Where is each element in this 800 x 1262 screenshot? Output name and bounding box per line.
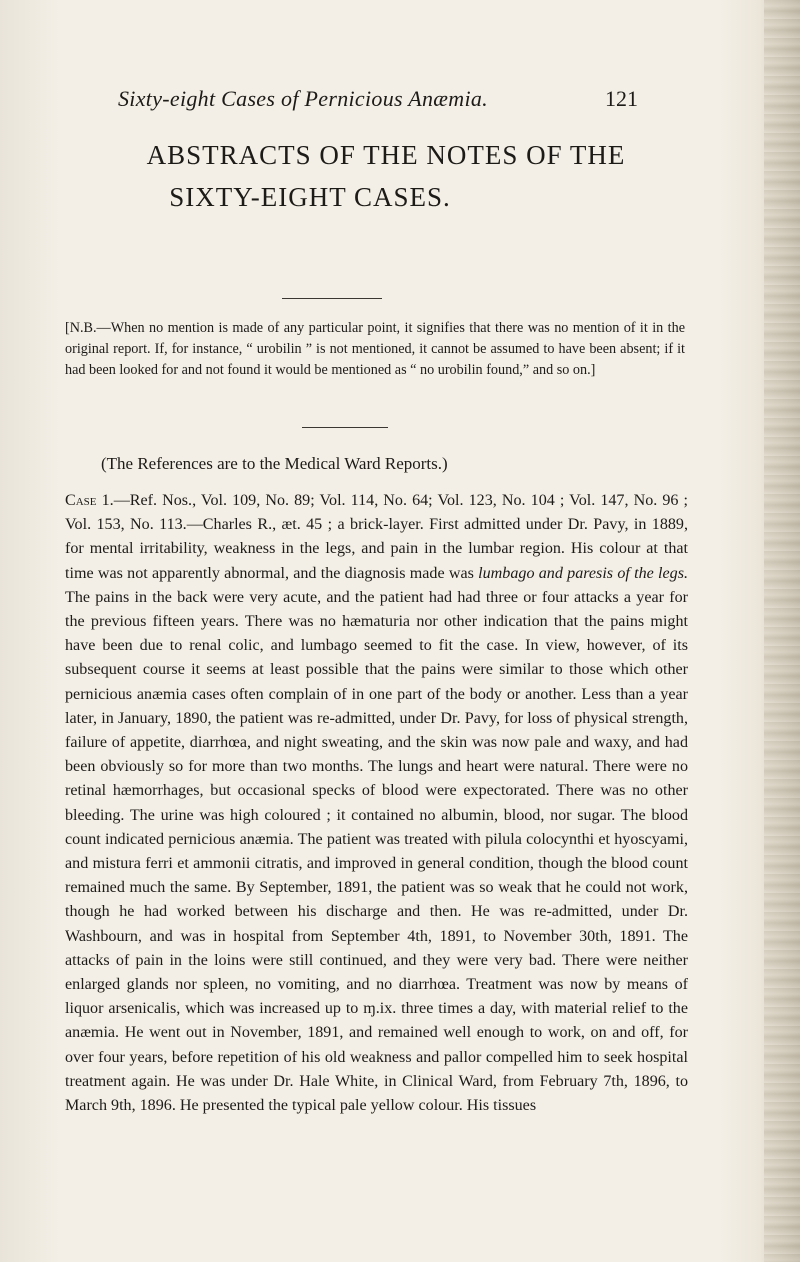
references-note: (The References are to the Medical Ward Reports.)	[101, 454, 448, 473]
divider-rule	[302, 427, 388, 428]
page-edge	[764, 0, 800, 1262]
case-text-part-b: The pains in the back were very acute, and the patient had had three or four attacks a year for the previous fifteen years. There was no hæmaturia nor other indication that the pains might have been due to renal colic, and lumbago seemed to fit the case. In view, however, of its subsequent course it seems at least possible that the pains were similar to those which other pernicious anæmia cases often complain of in one part of the body or another. Less than a year later, in January, 1890, the patient was re-admitted, under Dr. Pavy, for loss of physical strength, failure of appetite, diarrhœa, and night sweating, and the skin was now pale and waxy, and had been obviously so for more than two months. The lungs and heart were natural. There were no retinal hæmorrhages, but occasional specks of blood were expectorated. There was no other bleeding. The urine was high coloured ; it contained no albumin, blood, nor sugar. The blood count indicated pernicious anæmia. The patient was treated with pilula colocynthi et hyoscyami, and mistura ferri et ammonii citratis, and improved in general condition, though the blood count remained much the same. By September, 1891, the patient was so weak that he could not work, though he had worked between his discharge and then. He was re-admitted, under Dr. Washbourn, and was in hospital from September 4th, 1891, to November 30th, 1891. The attacks of pain in the loins were still continued, and they were very bad. There were neither enlarged glands nor spleen, no vomiting, and no diarrhœa. Treatment was now by means of liquor arsenicalis, which was increased up to ɱ.ix. three times a day, with material relief to the anæmia. He went out in November, 1891, and remained well enough to work, on and off, for over four years, before repetition of his old weakness and pallor compelled him to seek hospital treatment again. He was under Dr. Hale White, in Clinical Ward, from February 7th, 1896, to March 9th, 1896. He presented the typical pale yellow colour. His tissues	[65, 588, 688, 1115]
running-head	[118, 86, 638, 116]
case-text-part-a: —Ref. Nos., Vol. 109, No. 89; Vol. 114, No. 64; Vol. 123, No. 104 ; Vol. 147, No. 96 ; Vol. 153, No. 113.—Charles R., æt. 45 ; a brick-layer. First admitted under Dr. Pavy, in 1889, for mental irritability, weakness in the legs, and pain in the lumbar region. His colour at that time was not apparently abnormal, and the diagnosis made was	[65, 492, 689, 582]
case-label: Case 1.	[65, 492, 114, 509]
case-1-paragraph	[65, 489, 688, 1118]
divider-rule	[282, 298, 382, 299]
section-heading-line-1: ABSTRACTS OF THE NOTES OF THE	[146, 140, 626, 170]
editorial-note: [N.B.—When no mention is made of any particular point, it signifies that there was no mention of it in the original report. If, for instance, “ urobilin ” is not mentioned, it cannot be assumed to have been absent; if it had been looked for and not found it would be mentioned as “ no urobilin found,” and so on.]	[65, 320, 685, 378]
case-diagnosis: lumbago and paresis of the legs.	[478, 564, 688, 582]
page-number: 121	[605, 86, 638, 111]
section-heading-line-2: SIXTY-EIGHT CASES.	[169, 182, 451, 212]
running-head-title: Sixty-eight Cases of Pernicious Anæmia.	[118, 86, 488, 111]
